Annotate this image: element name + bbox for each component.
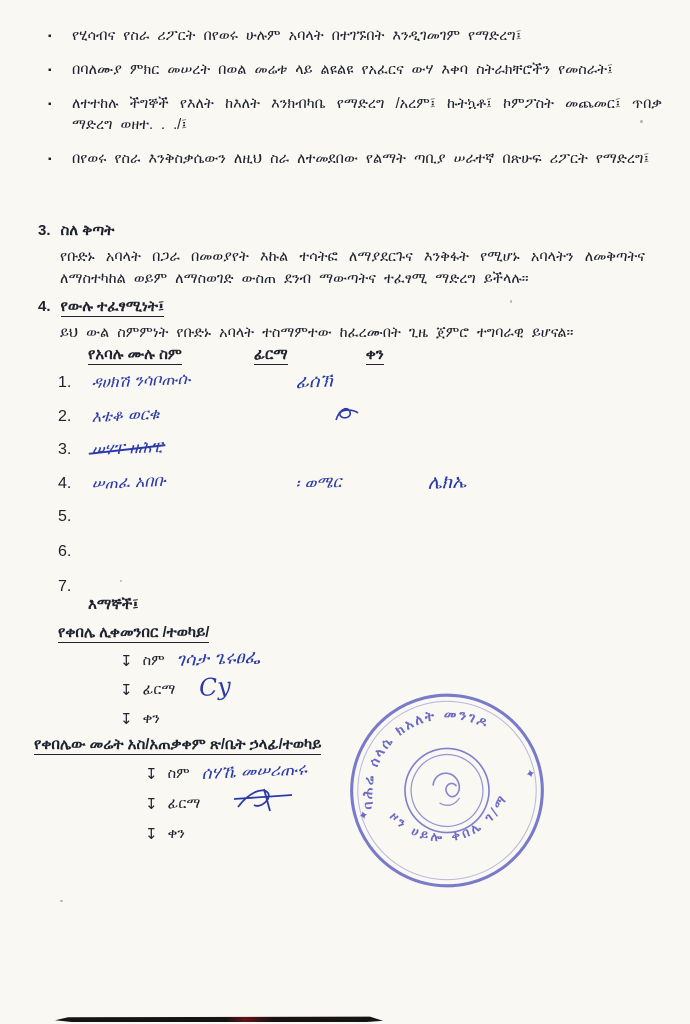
scan-speckle (640, 120, 643, 123)
row-number: 2. (58, 407, 72, 425)
table-row (58, 368, 618, 393)
field-label: ስም (142, 653, 165, 669)
handwritten-signature: Cy (198, 671, 233, 703)
section-number: 3. (38, 222, 51, 239)
list-item (48, 26, 662, 47)
section-4-body: ይህ ውል ስምምነት የቡድኑ አባላት ተስማምተው ከፈረሙበት ጊዜ ጀምሮ ተግባራዊ ይሆናል። (60, 325, 574, 341)
bullet-text: በባለሙያ ምክር መሠረት በወል መሬቱ ላይ ልዩልዩ የአፈርና ውሃ እቀባ ስትራክቸሮችን የመስራት፤ (72, 62, 613, 78)
row-number: 3. (58, 441, 72, 458)
table-row (58, 469, 618, 494)
field-label: ስም (167, 766, 190, 782)
table-row (58, 403, 618, 426)
section-title: ስለ ቅጣት (60, 222, 115, 239)
signature-table (58, 368, 618, 611)
stamp-rim-top-text: ባሕሬ ሰላሴ ክአለት መንገዶ (359, 706, 492, 811)
handwritten-date: ሌክኤ (427, 469, 467, 494)
row-number: 1. (58, 374, 72, 391)
list-item (48, 149, 662, 170)
field-label: ፊርማ (142, 682, 176, 698)
handwritten-name-struck: ሠሃፐ ዘሕፒ (91, 436, 163, 460)
stamp-star-left-icon: ✦ (356, 807, 371, 824)
bullet-text: ለተተከሉ ችግኞች የእለት ከእለት እንክብካቤ የማድረግ /አረም፤ ኩትኳቶ፤ ኮምፖስት መጨመር፤ ጥበቃ ማድረግ ወዘተ. . ./፤ (72, 96, 662, 133)
square-bullet-icon: ▪ (48, 154, 52, 165)
section-3-heading (38, 222, 114, 239)
scan-speckle (120, 580, 122, 582)
row-number: 7. (58, 578, 72, 595)
witness1-title: የቀበሌ ሊቀመንበር /ተወካይ/ (58, 624, 210, 641)
column-header-signature: ፊርማ (253, 346, 288, 363)
signature-table-header (88, 346, 384, 365)
arrow-bullet-icon: ↧ (145, 796, 158, 813)
witnesses-heading: እማኞች፤ (88, 596, 139, 613)
arrow-bullet-icon: ↧ (120, 653, 133, 670)
list-item (48, 60, 662, 81)
column-header-name: የአባሉ ሙሉ ስም (88, 346, 182, 363)
row-number: 6. (58, 543, 72, 560)
duties-bullet-list (48, 26, 662, 183)
square-bullet-icon: ▪ (48, 31, 52, 42)
stamp-rim-bottom-text: ዞን ሀይሎ ቀበሌ ገ/ማ (386, 791, 512, 846)
handwritten-name: ሠጠፈ አበቡ (91, 470, 167, 493)
signature-scribble-icon (332, 404, 362, 426)
witness1-name-row (120, 646, 360, 671)
arrow-bullet-icon: ↧ (145, 826, 158, 843)
section-title: የውሉ ተፈፃሚነት፤ (60, 298, 165, 315)
list-item (48, 94, 662, 136)
handwritten-name: ሰሃኼ መሠሪጡሩ (200, 759, 307, 784)
bullet-text: የሂሳብና የስራ ሪፖርት በየወሩ ሁሉም አባላት በተገኙበት እንዲገመገም የማድረግ፤ (72, 28, 522, 44)
square-bullet-icon: ▪ (48, 65, 52, 76)
field-label: ቀን (167, 826, 185, 842)
handwritten-name: ዳሀክሽ ንሳቦጡሱ (91, 368, 191, 393)
row-number: 4. (58, 474, 72, 492)
witness1-signature-row (120, 671, 315, 703)
handwritten-name: እቴቆ ወርቁ (91, 403, 160, 426)
bullet-text: በየወሩ የስራ እንቅስቃሴውን ለዚህ ስራ ለተመደበው የልማት ጣቢያ ሠራተኛ በጽሁፍ ሪፖርት የማድረግ፤ (72, 151, 650, 167)
stamp-star-right-icon: ✦ (523, 765, 538, 783)
section-3-body: የቡድኑ አባላት በጋራ በመወያየት እኩል ተሳትፎ ለማያደርጉና እንቅፋት የሚሆኑ አባላትን ለመቅጣትና ለማስተካከል ወይም ለማስወገድ ውስጠ ደንብ ማውጣትና ተፈፃሚ ማድረግ ይችላሉ። (60, 249, 645, 287)
handwritten-name: ገሳታ ጌሩፀፌ (175, 646, 261, 671)
table-row (58, 506, 618, 526)
scan-edge-artifact (55, 1016, 383, 1022)
arrow-bullet-icon: ↧ (120, 682, 133, 699)
square-bullet-icon: ▪ (48, 99, 52, 110)
arrow-bullet-icon: ↧ (145, 766, 158, 783)
witness2-date-row (145, 823, 320, 843)
row-number: 5. (58, 508, 72, 525)
arrow-bullet-icon: ↧ (120, 711, 133, 728)
table-row (58, 541, 618, 561)
field-label: ፊርማ (167, 796, 201, 812)
table-row (58, 436, 618, 460)
field-label: ቀን (142, 711, 160, 727)
table-row (58, 576, 618, 596)
signature-flourish-icon (230, 785, 302, 815)
witness2-title: የቀበሌው መሬት አስ/አጠቃቀም ጽ/ቤት ኃላፊ/ተወካይ (34, 736, 322, 753)
scan-speckle (60, 900, 63, 902)
section-number: 4. (38, 298, 51, 315)
handwritten-signature: ፊሰኽ (295, 370, 334, 393)
office-round-stamp (316, 665, 577, 917)
handwritten-signature: ፡ ወሜር (295, 471, 342, 493)
column-header-date: ቀን (365, 346, 384, 363)
scan-speckle (510, 300, 512, 303)
section-4-heading (38, 298, 164, 317)
witness1-date-row (120, 708, 310, 728)
witness2-signature-row (145, 793, 340, 813)
